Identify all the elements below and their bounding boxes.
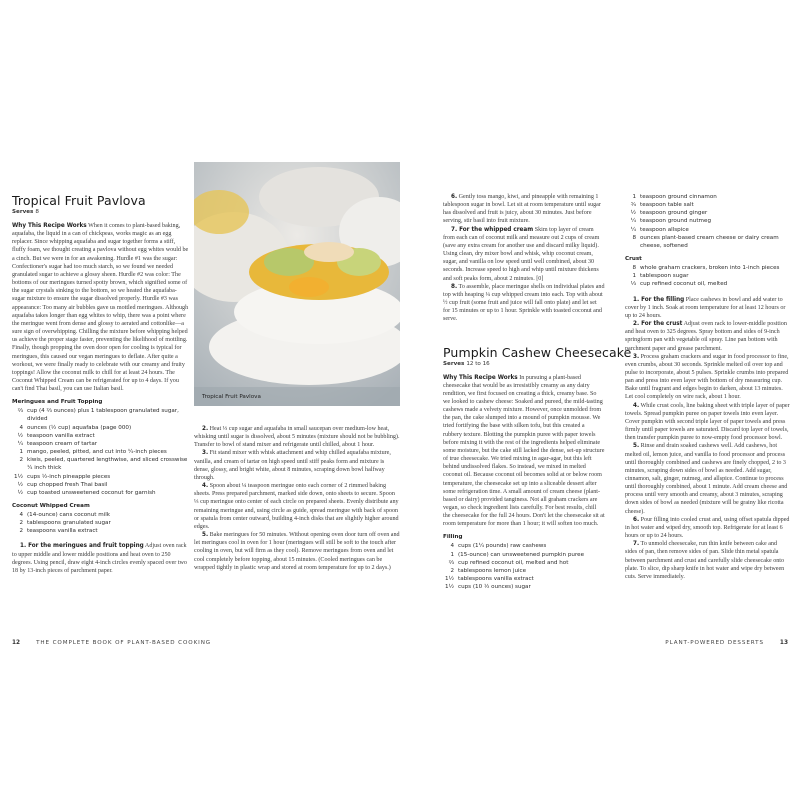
recipe-cheesecake-header — [443, 344, 632, 367]
step-label: 7. — [633, 541, 640, 548]
ingredient — [12, 440, 190, 448]
step-label: 2. For the crust — [633, 321, 683, 328]
left-page-footer — [12, 631, 211, 649]
step-text: Adjust oven rack to lower-middle position and heat oven to 325 degrees. Spray bottom and sides of 9-inch springform pan with vegetable oil spray. Line pan bottom with parchment paper and grease parchment. — [625, 321, 787, 352]
ingredient-text: ounces plant-based cream cheese or dairy cream cheese, softened — [640, 234, 779, 249]
ingredient — [12, 407, 190, 423]
ingredient-qty: ½ — [17, 481, 23, 488]
serves-line — [12, 209, 190, 215]
ingredient-qty: 4 — [450, 543, 454, 550]
page-number: 13 — [779, 640, 788, 646]
why-label: Why This Recipe Works — [12, 223, 87, 229]
step-text: Pour filling into cooled crust and, using offset spatula dipped in hot water and wiped dry, smooth top. Refrigerate for at least 6 hours or up to 24 hours. — [625, 516, 790, 540]
step-label: 4. — [633, 402, 640, 409]
ingredient-text: cups (1¼ pounds) raw cashews — [458, 543, 547, 550]
ingredient — [625, 234, 790, 250]
ingredient — [443, 542, 605, 550]
ingredient — [12, 432, 190, 440]
ingredient — [625, 217, 790, 225]
section-heading: Crust — [625, 256, 642, 263]
ingredient-text: (14-ounce) cans coconut milk — [27, 512, 111, 518]
ingredient-text: whole graham crackers, broken into 1-inch pieces — [640, 265, 780, 272]
ingredient-qty: ¾ — [630, 202, 636, 209]
ingredient-qty: ⅔ — [448, 559, 454, 566]
instruction-step — [625, 540, 790, 581]
ingredient-qty: ⅓ — [630, 281, 636, 288]
ingredient-section-filling — [443, 534, 605, 591]
step-text: To unmold cheesecake, run thin knife between cake and sides of pan, then remove sides of pan. Slide thin metal spatula between parchment and crust and carefully slide cheesecake onto plate. To slice, dip sharp knife in hot water and wipe dry between cuts. Serve immediately. — [625, 541, 785, 580]
ingredient-text: tablespoons granulated sugar — [27, 520, 111, 527]
ingredient-text: teaspoon cream of tartar — [27, 440, 98, 447]
step-text: Skim top layer of cream from each can of coconut milk and measure out 2 cups of cream (save any extra cream for another use and discard milky liquid). Using clean, dry mixer bowl and whisk, whip coconut cream, sugar, and vanilla on low speed until well combined, about 30 seconds. Increase speed to high and whip until mixture thickens and soft peaks form, about 2 minutes. [0] — [443, 226, 600, 282]
instruction-step — [625, 516, 790, 540]
instruction-step — [625, 320, 790, 353]
ingredient — [625, 264, 790, 272]
ingredient-text: teaspoon vanilla extract — [27, 432, 95, 439]
step-text: To assemble, place meringue shells on individual plates and top with heaping ¼ cup whipped cream into each. Top with about ½ cup fruit (some fruit and juice will fall onto plate) and let set for 15 minutes or up to 1 hour. Sprinkle with toasted coconut and serve. — [443, 283, 605, 323]
ingredient-text: teaspoon table salt — [640, 202, 694, 209]
step-label: 3. — [633, 353, 640, 360]
step-text: Rinse and drain soaked cashews well. Add cashews, hot melted oil, lemon juice, and vanilla to food processor and process until thoroughly combined and cashews are finely chopped, 2 to 3 minutes, scraping down sides of bowl as needed. Add sugar, cinnamon, salt, ginger, nutmeg, and allspice. Continue to process until thoroughly combined, about 1 minute. Add cream cheese and process until very smooth and creamy, about 3 minutes, scraping down sides of bowl as needed (mixture will be grainy like ricotta cheese). — [625, 443, 788, 515]
instruction-step — [443, 193, 605, 226]
ingredient — [625, 272, 790, 280]
right-page-column-1 — [443, 193, 632, 591]
ingredient-section-crust — [625, 256, 790, 288]
step-label: 1. For the meringues and fruit topping — [20, 543, 144, 550]
instruction-step — [625, 402, 790, 443]
why-this-recipe-works — [12, 222, 190, 393]
ingredient-qty: 1 — [632, 194, 636, 200]
ingredient-qty: ⅔ — [17, 408, 23, 415]
ingredient-text: tablespoons vanilla extract — [458, 576, 534, 583]
ingredient-qty: 2 — [19, 528, 23, 535]
ingredient-section-whipped-cream — [12, 503, 190, 535]
recipe-title: Tropical Fruit Pavlova — [12, 193, 146, 208]
step-label: 2. — [202, 426, 209, 432]
instruction-step — [194, 531, 400, 572]
ingredient — [625, 280, 790, 288]
ingredient-qty: 8 — [632, 234, 636, 241]
ingredient — [12, 424, 190, 432]
ingredient — [625, 209, 790, 217]
ingredient — [12, 511, 190, 519]
ingredient-qty: 2 — [19, 457, 23, 464]
ingredient-qty: ¼ — [630, 226, 636, 233]
cheesecake-steps — [625, 296, 790, 581]
section-heading: Coconut Whipped Cream — [12, 503, 90, 509]
ingredient-text: cup refined coconut oil, melted and hot — [458, 559, 569, 566]
why-label: Why This Recipe Works — [443, 374, 518, 381]
ingredient — [12, 481, 190, 489]
ingredient — [12, 489, 190, 497]
pavlova-steps-column — [194, 425, 400, 572]
step-label: 8. — [451, 283, 458, 290]
section-heading: Filling — [443, 534, 463, 541]
ingredient-qty: 1½ — [445, 584, 454, 591]
ingredient-text: teaspoon ground ginger — [640, 210, 708, 217]
step-text: While crust cools, line baking sheet with triple layer of paper towels. Spread pumpkin puree on paper towels into even layer. Cover pumpkin with second triple layer of paper towels and press firmly until paper towels are saturated. Discard top layer of towels, then transfer pumpkin puree to now-empty food processor bowl. — [625, 402, 790, 442]
running-title: THE COMPLETE BOOK OF PLANT-BASED COOKING — [36, 640, 212, 646]
step-text: Place cashews in bowl and add water to cover by 1 inch. Soak at room temperature for at least 12 hours or up to 24 hours. — [625, 296, 786, 319]
instruction-step — [194, 449, 400, 482]
ingredient-qty: ½ — [17, 432, 23, 439]
ingredient — [12, 519, 190, 527]
ingredient-text: cups ½-inch pineapple pieces — [27, 473, 111, 480]
recipe-pavlova-intro — [12, 193, 190, 575]
step-text: Gently toss mango, kiwi, and pineapple with remaining 1 tablespoon sugar in bowl. Let sit at room temperature until sugar has dissolved and fruit is juicy, about 30 minutes. Just before serving, stir basil into fruit mixture. — [443, 194, 601, 225]
serves-label: Serves — [12, 209, 34, 215]
ingredient-text: cup (4 ⅔ ounces) plus 1 tablespoon granulated sugar, divided — [27, 408, 179, 423]
step-text: Adjust oven rack to upper middle and lower middle positions and heat oven to 250 degrees. Using pencil, draw eight 4-inch circles evenly spaced over two 18 by 13-inch pieces of parchment paper. — [12, 543, 187, 574]
ingredient-section-meringues — [12, 399, 190, 497]
instruction-step — [625, 353, 790, 402]
ingredient-text: cups (10 ½ ounces) sugar — [458, 584, 531, 591]
ingredient — [12, 527, 190, 535]
ingredient-text: (15-ounce) can unsweetened pumpkin puree — [458, 551, 585, 558]
ingredient-qty: ½ — [17, 489, 23, 496]
recipe-title: Pumpkin Cashew Cheesecake — [443, 344, 632, 360]
why-this-recipe-works — [443, 374, 605, 529]
step-label: 1. For the filling — [633, 296, 685, 303]
ingredient-text: ounces (½ cup) aquafaba (page 000) — [27, 424, 132, 431]
ingredient-text: teaspoon ground cinnamon — [640, 194, 717, 200]
serves-value: 8 — [35, 209, 39, 215]
ingredient-qty: 4 — [19, 424, 23, 431]
photo-caption: Tropical Fruit Pavlova — [202, 394, 261, 400]
serves-value: 12 to 16 — [466, 360, 490, 367]
ingredient-qty: 1 — [450, 551, 454, 558]
why-text: In pursuing a plant-based cheesecake that would be as irresistibly creamy as any dairy rendition, we first focused on creating a thick, creamy base. So we looked to cashew cheese: Soaked and pureed, the mild-tasting cashews made a velvety mixture. However, once unmolded from the pan, the cake slumped into a mound of pumpkin mousse. We tried fortifying the base with silken tofu, but this created a rubbery texture. Blotting the pumpkin puree with paper towels before mixing it with the rest of the ingredients helped eliminate some moisture, but the cake still lacked the dense, set-up structure of true cheesecake. We tried mixing in agar-agar, but this left behind undissolved flakes. So instead, we mixed in melted coconut oil. Because coconut oil becomes solid at or below room temperature, the cheesecake set up into a sliceable dessert after some refrigeration time. A small amount of cream cheese (plant-based or dairy) provided tanginess. Not all graham crackers are vegan, so check ingredient lists carefully. For best results, chill the cheesecake for the full 24 hours. Don't let the cheesecake sit at room temperature for more than 1 hour; it will soften too much. — [443, 374, 605, 528]
step-text: Bake meringues for 50 minutes. Without opening oven door turn off oven and let meringues cool in oven for 1 hour (meringues will still be soft to the touch after cooling in oven, but will firm as they cool). Remove meringues from oven and let cool completely before topping, about 15 minutes. (Cooled meringues can be wrapped tightly in plastic wrap and stored at room temperature for up to 2 days.) — [194, 532, 400, 571]
ingredient-text: tablespoons lemon juice — [458, 567, 527, 574]
instruction-step — [194, 482, 400, 531]
step-label: 5. — [633, 443, 640, 450]
running-title: PLANT-POWERED DESSERTS — [665, 640, 764, 646]
instruction-step — [625, 296, 790, 320]
ingredient-qty: 1½ — [14, 473, 23, 480]
instruction-step — [443, 226, 605, 283]
ingredient-qty: 2 — [19, 520, 23, 527]
ingredient — [443, 575, 605, 583]
section-heading: Meringues and Fruit Topping — [12, 399, 103, 406]
ingredient-qty: 1 — [19, 449, 23, 456]
ingredient-text: cup refined coconut oil, melted — [640, 281, 728, 288]
instruction-step — [194, 425, 400, 449]
ingredient-qty: ¼ — [17, 440, 23, 447]
ingredient-text: teaspoons vanilla extract — [27, 528, 98, 535]
pavlova-photo-illustration — [194, 162, 400, 406]
step-text: Heat ⅓ cup sugar and aquafaba in small saucepan over medium-low heat, whisking until sugar is dissolved, about 5 minutes (mixture should not be bubbling). Transfer to bowl of stand mixer and refrigerate until chilled, about 1 hour. — [194, 426, 400, 449]
page-number: 12 — [12, 640, 21, 646]
ingredient-text: teaspoon allspice — [640, 226, 689, 233]
instruction-step — [12, 542, 190, 575]
ingredient — [443, 551, 605, 559]
ingredient-qty: ½ — [630, 210, 636, 217]
step-text: Process graham crackers and sugar in food processor to fine, even crumbs, about 30 seconds. Sprinkle melted oil over top and pulse to incorporate, about 5 pulses. Sprinkle crumbs into prepared pan and press into even layer with bottom of dry measuring cup. Bake until fragrant and edges begin to darken, about 13 minutes. Let cool completely on wire rack, about 1 hour. — [625, 353, 789, 401]
ingredient — [625, 226, 790, 234]
serves-line — [443, 361, 605, 367]
instruction-step — [625, 442, 790, 515]
ingredient-text: tablespoon sugar — [640, 273, 689, 280]
step-label: 6. — [451, 194, 458, 200]
step-text: Fit stand mixer with whisk attachment and whip chilled aquafaba mixture, vanilla, and cream of tartar on high speed until stiff peaks form and mixture is dense, glossy, and bright white, about 8 minutes, scraping down bowl halfway through. — [194, 450, 391, 481]
step-text: Spoon about ¼ teaspoon meringue onto each corner of 2 rimmed baking sheets. Press prepared parchment, marked side down, onto sheets to secure. Spoon ⅓ cup meringue onto center of each circle on prepared sheets. Evenly distribute any remaining meringue and, using circle as guide, spread meringue with back of spoon or spatula from center outward, building 4-inch disks that are slightly higher around edges. — [194, 483, 399, 530]
ingredient-text: cup chopped fresh Thai basil — [27, 481, 108, 488]
serves-label: Serves — [443, 360, 465, 367]
ingredient-qty: 1 — [632, 273, 636, 280]
ingredient — [12, 448, 190, 456]
ingredient — [443, 559, 605, 567]
ingredient — [443, 583, 605, 591]
step-label: 7. For the whipped cream — [451, 226, 534, 233]
ingredient — [443, 567, 605, 575]
ingredient — [12, 473, 190, 481]
right-page-footer — [665, 631, 788, 649]
ingredient-qty: ¼ — [630, 218, 636, 225]
ingredient-text: teaspoon ground nutmeg — [640, 218, 711, 225]
instruction-step — [443, 283, 605, 324]
ingredient-qty: 2 — [450, 567, 454, 574]
ingredient-text: kiwis, peeled, quartered lengthwise, and sliced crosswise ¼ inch thick — [27, 457, 188, 472]
ingredient — [625, 193, 790, 201]
step-label: 5. — [202, 532, 209, 539]
ingredient — [12, 456, 190, 472]
ingredient-qty: 4 — [19, 512, 23, 518]
ingredient-text: cup toasted unsweetened coconut for garnish — [27, 489, 156, 496]
recipe-photo — [194, 162, 400, 406]
step-label: 3. — [202, 450, 209, 457]
why-text: When it comes to plant-based baking, aquafaba, the liquid in a can of chickpeas, works magic as an egg replacer. Since whipping aquafaba and sugar together forms a stiff, fluffy foam, we thought creating a pavlova without egg whites would be a cinch. But we were in for an awakening. Hurdle #1 was the sugar: Confectioner's sugar had too much starch, so we found we needed granulated sugar to achieve a glossy sheen. Hurdle #2 was color: The bottoms of our meringues turned spotty brown, which signified some of the sugar crystals sinking to the bottom, so we heated the aquafaba-sugar mixture to ensure the sugar dissolved properly. Hurdle #3 was appearance: Too many air bubbles gave us mottled meringues. Although aquafaba takes longer than egg whites to whip, there was a point where the meringue went from dense and glossy to aerated and cottonlike—a sure sign of overwhipping. Chilling the mixture before whipping helped us achieve the proper stage faster, preventing the likelihood of mottling. Finally, though propping the oven door open for cooling is typical for meringues, this caused our vegan meringues to deflate. After quite a workout, we were finally ready to celebrate with our creamy and fruity toppings! Allow the coconut milk to chill for at least 24 hours. The Coconut Whipped Cream can be refrigerated for up to 4 days. If you can't find Thai basil, you can use Italian basil. — [12, 223, 189, 393]
ingredient-text: mango, peeled, pitted, and cut into ¼-inch pieces — [27, 449, 167, 456]
step-label: 6. — [633, 516, 640, 523]
ingredient-qty: 1½ — [445, 576, 454, 583]
ingredient-qty: 8 — [632, 265, 636, 272]
step-label: 4. — [202, 483, 209, 490]
ingredient-section-filling-continued — [625, 193, 790, 250]
ingredient — [625, 201, 790, 209]
right-page-column-2 — [625, 193, 790, 581]
